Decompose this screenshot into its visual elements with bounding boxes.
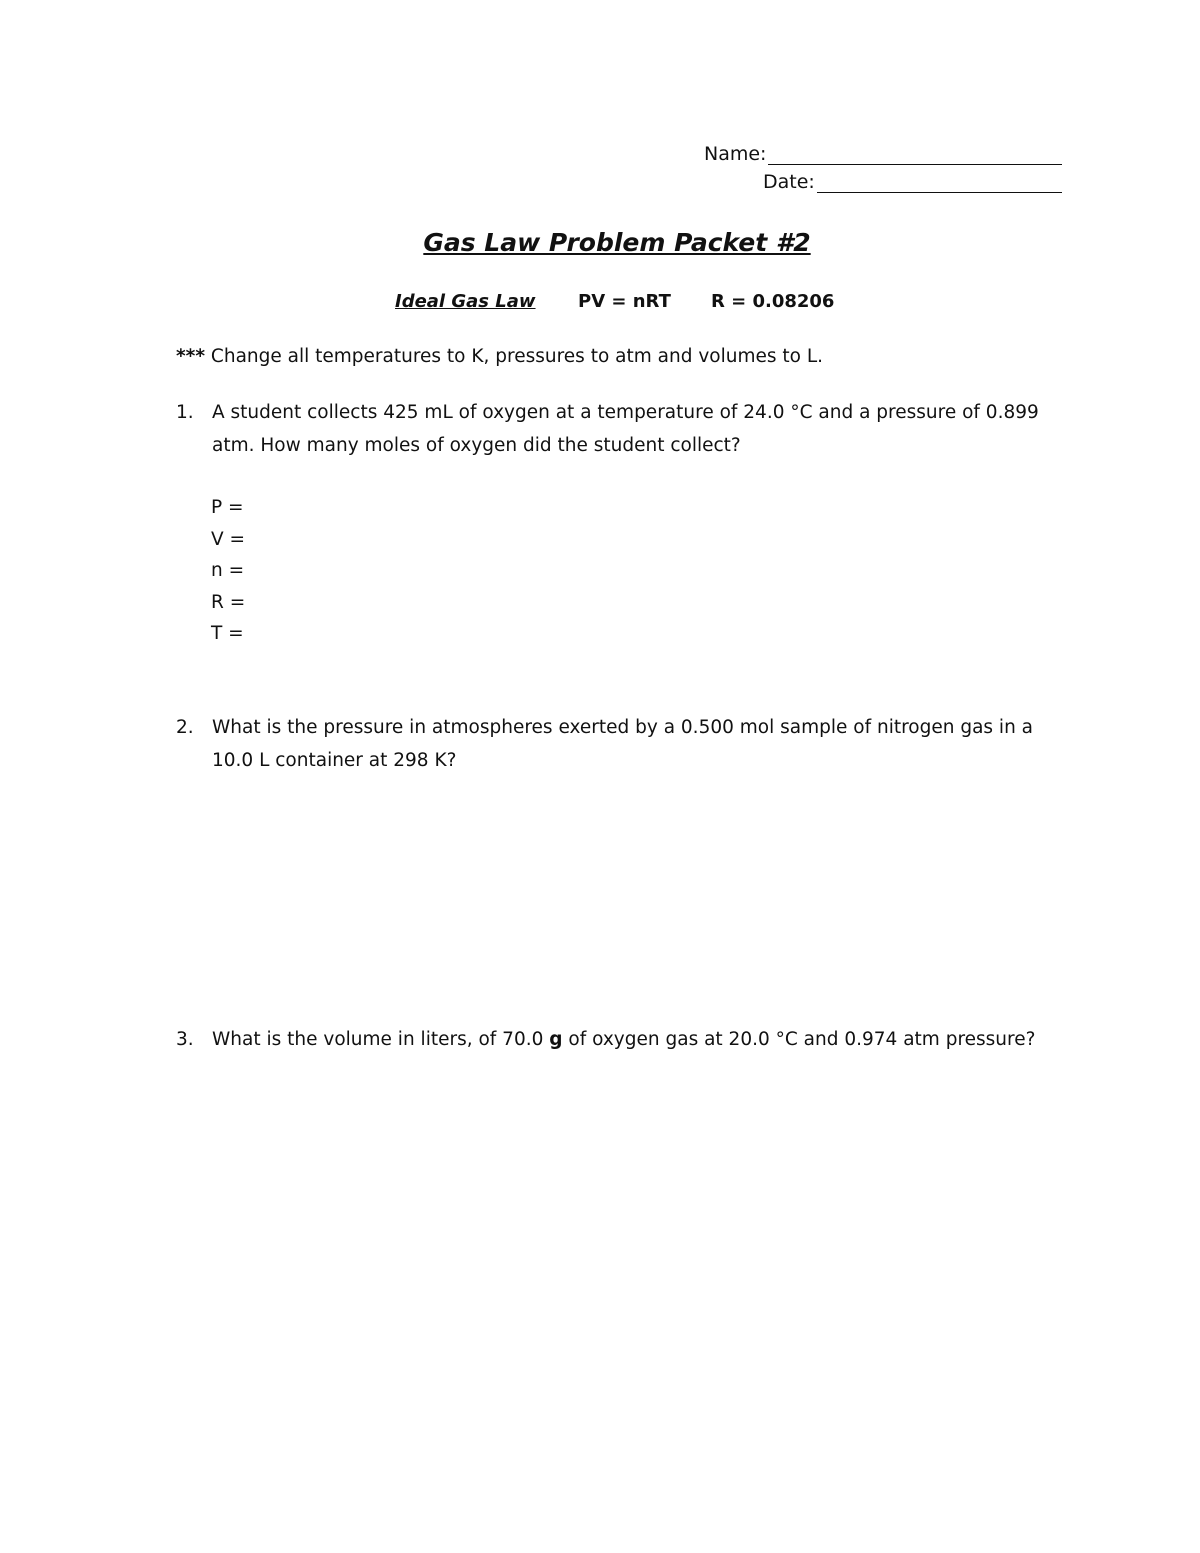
question-text-bold-unit: g — [549, 1029, 563, 1050]
date-blank-line — [817, 174, 1062, 193]
variable-r: R = — [211, 591, 246, 613]
note-stars: *** — [176, 346, 206, 367]
page-title: Gas Law Problem Packet #2 — [423, 228, 811, 257]
question-text: What is the pressure in atmospheres exerted by a 0.500 mol sample of nitrogen gas in a 10.0 L container at 298 K? — [212, 717, 1034, 771]
variable-t: T = — [211, 623, 244, 644]
question-3 — [176, 1023, 1056, 1056]
question-text — [212, 1023, 1056, 1056]
question-number: 3. — [176, 1029, 194, 1050]
date-label: Date: — [763, 171, 815, 193]
note-text: Change all temperatures to K, pressures to atm and volumes to L. — [210, 346, 824, 367]
question-text-before: What is the volume in liters, of 70.0 — [212, 1029, 550, 1050]
name-blank-line — [768, 146, 1062, 165]
date-field — [763, 171, 1062, 193]
variable-p: P = — [211, 497, 244, 518]
variable-n: n = — [211, 560, 245, 581]
question-number: 1. — [176, 402, 194, 423]
question-2 — [176, 711, 1056, 777]
variable-list — [211, 492, 245, 650]
question-text: A student collects 425 mL of oxygen at a temperature of 24.0 °C and a pressure of 0.899 atm. How many moles of oxygen did the student collect? — [212, 402, 1039, 456]
question-number: 2. — [176, 717, 194, 738]
variable-v: V = — [211, 528, 246, 550]
name-field — [704, 143, 1062, 165]
subtitle-constant: R = 0.08206 — [711, 291, 835, 312]
name-label: Name: — [704, 143, 767, 165]
subtitle-law: Ideal Gas Law — [395, 291, 536, 312]
subtitle-equation: PV = nRT — [578, 291, 671, 312]
instruction-note — [176, 346, 823, 367]
question-1 — [176, 396, 1056, 462]
question-text-after: of oxygen gas at 20.0 °C and 0.974 atm pressure? — [562, 1029, 1036, 1050]
